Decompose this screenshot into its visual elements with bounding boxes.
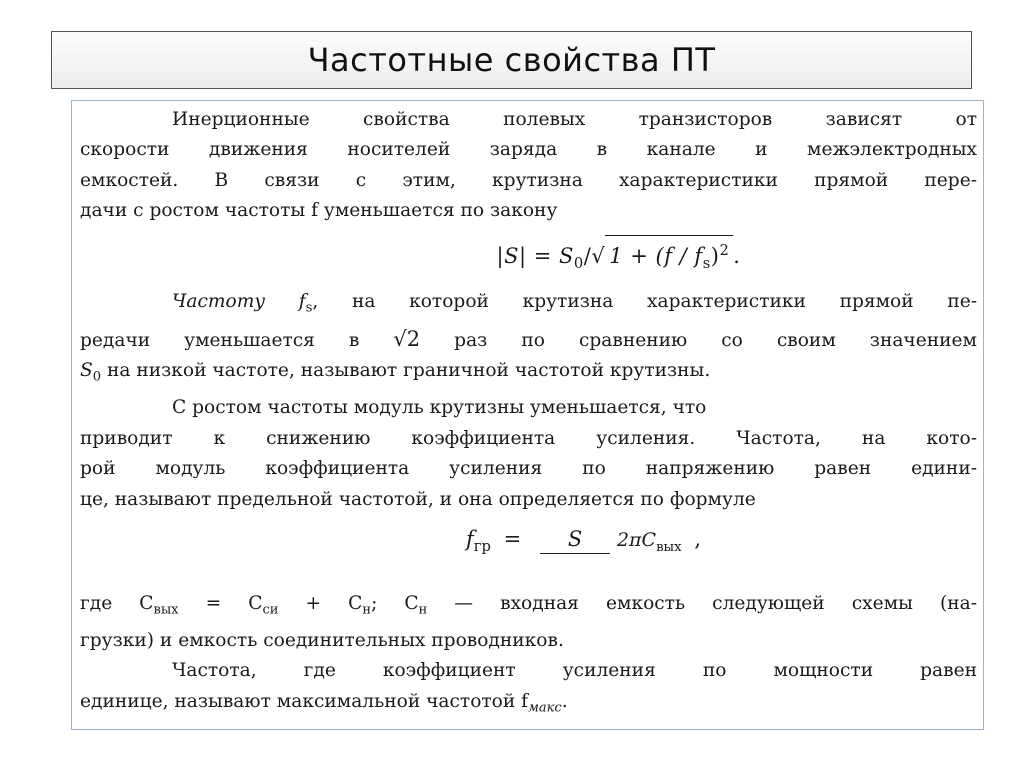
p2-line-1 (80, 287, 977, 324)
formula1-radicand-wrap (605, 235, 733, 280)
p2-sqrt2: √2 (393, 326, 421, 351)
p4-line-1 (80, 589, 977, 626)
sqrt-sign: √ (591, 243, 606, 268)
p4-line-2: грузки) и емкость соединительных проводников. (80, 630, 564, 652)
p2-s0: S (80, 360, 93, 382)
formula2-fraction (540, 523, 682, 563)
formula-steepness-expr (317, 235, 741, 280)
p2-text-1: , на которой крутизна характеристики прямой пе- (312, 290, 977, 312)
p4-t2: = C (178, 592, 263, 614)
p2-fs-sub: s (305, 300, 313, 316)
formula1-lhs: |S| = S (496, 243, 574, 268)
p2-text-2: редачи уменьшается в (80, 329, 394, 351)
p3-line-2: приводит к снижению коэффициента усиления. Частота, на кото- (80, 427, 977, 449)
p4-t7: н (418, 602, 428, 618)
p1-line-3: емкостей. В связи с этим, крутизна характеристики прямой пере- (80, 169, 977, 191)
p5-line-1: Частота, где коэффициент усиления по мощности равен (172, 660, 977, 682)
p5-t2: макс (528, 700, 562, 716)
p2-fs: Частоту f (172, 290, 306, 312)
slide-title-box (51, 31, 972, 89)
p2-text-3: раз по сравнению со своим значением (420, 329, 977, 351)
paragraph-3 (80, 393, 977, 515)
p4-t5: н (362, 602, 372, 618)
formula2-lhs: f (465, 526, 474, 551)
formula1-close: ) (710, 243, 720, 268)
p2-line-2 (80, 324, 977, 356)
formula1-slash: / (583, 243, 592, 268)
p4-t6: ; C (371, 592, 419, 614)
p4-t0: где C (80, 592, 154, 614)
p4-t8: — входная емкость следующей схемы (на- (427, 592, 977, 614)
formula2-end: , (694, 526, 702, 551)
formula1-sub-s: s (702, 254, 711, 272)
formula2-lhs-sub: гр (473, 538, 491, 556)
p4-t1: вых (153, 602, 179, 618)
formula2-den-text: 2πC (616, 528, 657, 551)
paragraph-5 (80, 656, 977, 724)
formula2-den-sub: вых (656, 539, 682, 555)
p3-line-4: це, называют предельной частотой, и она определяется по формуле (80, 488, 756, 510)
formula2-den (617, 523, 682, 563)
formula1-sub0: 0 (573, 254, 584, 272)
p1-line-2: скорости движения носителей заряда в канале и межэлектродных (80, 139, 977, 161)
formula-limit-frequency (80, 523, 977, 581)
paragraph-2 (80, 287, 977, 394)
p5-t3: . (561, 690, 568, 712)
paragraph-4 (80, 589, 977, 657)
p4-t4: + C (278, 592, 363, 614)
formula1-end: . (733, 243, 741, 268)
formula2-num: S (540, 527, 610, 554)
p1-line-1: Инерционные свойства полевых транзисторов зависят от (172, 109, 977, 130)
p2-text-4: на низкой частоте, называют граничной частотой крутизны. (101, 360, 711, 382)
formula2-expr (356, 523, 701, 563)
scanned-text-page (71, 100, 984, 730)
p3-line-3: рой модуль коэффициента усиления по напряжению равен едини- (80, 458, 977, 480)
p3-line-1: С ростом частоты модуль крутизны уменьшается, что (172, 397, 707, 419)
formula1-radicand: 1 + (f / f (609, 243, 703, 268)
formula2-eq: = (503, 526, 522, 551)
formula1-pow: 2 (719, 241, 730, 259)
p2-s0-sub: 0 (92, 369, 102, 385)
p2-line-3 (80, 356, 977, 393)
formula-steepness (80, 235, 977, 279)
slide-title: Частотные свойства ПТ (307, 41, 716, 79)
p4-t3: си (262, 602, 279, 618)
p1-line-4: дачи с ростом частоты f уменьшается по закону (80, 200, 558, 222)
paragraph-1 (80, 105, 977, 227)
p5-t1: единице, называют максимальной частотой f (80, 690, 529, 712)
p5-line-2 (80, 687, 977, 724)
